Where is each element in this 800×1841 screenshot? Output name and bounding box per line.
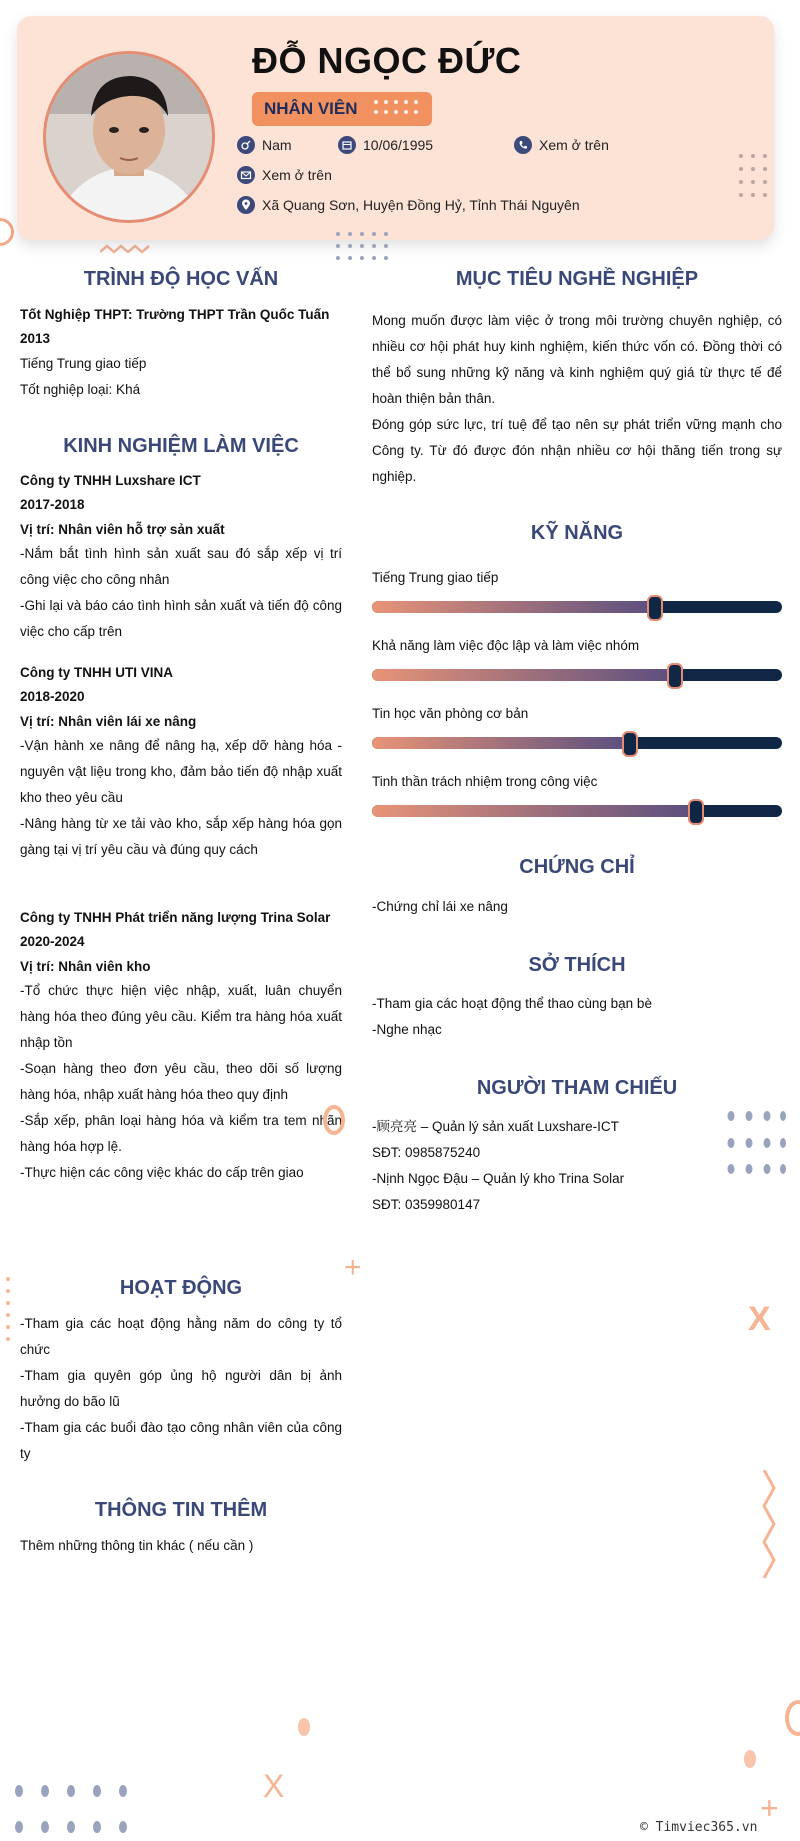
header-dots-decor [737, 152, 767, 212]
skill-level-marker [647, 595, 663, 621]
certificates-title: CHỨNG CHỈ [519, 856, 635, 878]
decor-orange-ring-left [0, 218, 14, 246]
calendar-icon [338, 136, 356, 154]
phone-value: Xem ở trên [539, 137, 609, 153]
birthdate-row [338, 136, 433, 154]
location-icon [237, 196, 255, 214]
decor-x-bottom: X [263, 1768, 285, 1804]
job-role: Vị trí: Nhân viên hỗ trợ sản xuất [20, 522, 225, 537]
gender-row [237, 136, 292, 154]
decor-zigzag-right [760, 1470, 778, 1580]
activities-text: -Tham gia các hoạt động hằng năm do công ty tổ chức -Tham gia quyên góp ủng hộ người dân bị ảnh hưởng do bão lũ -Tham gia các buổi đào tạo công nhân viên của công ty [20, 1316, 342, 1461]
skill-bar [372, 669, 782, 681]
job-role: Vị trí: Nhân viên lái xe nâng [20, 714, 197, 729]
education-school: Tốt Nghiệp THPT: Trường THPT Trần Quốc Tuấn [20, 307, 330, 322]
job-period: 2017-2018 [20, 497, 85, 512]
objective-text: Mong muốn được làm việc ở trong môi trường chuyên nghiệp, có nhiều cơ hội phát huy kinh nghiệm, kiến thức vốn có. Đồng thời có thể bổ sung những kỹ năng và kinh nghiệm quý giá từ thực tế để hoàn thiện bản thân. Đóng góp sức lực, trí tuệ để tạo nên sự phát triển vững mạnh cho Công ty. Từ đó được đón nhận nhiều cơ hội thăng tiến trong sự nghiệp. [372, 313, 782, 484]
decor-oval-bottom [298, 1718, 310, 1736]
skill-bar [372, 601, 782, 613]
address-row [237, 196, 580, 214]
reference-2-phone: SĐT: 0359980147 [372, 1197, 481, 1212]
decor-dots-left-edge [5, 1275, 11, 1345]
reference-1: -顾亮亮 – Quản lý sản xuất Luxshare-ICT [372, 1119, 619, 1134]
decor-plus-bottom: + [760, 1790, 779, 1826]
education-line-1: Tiếng Trung giao tiếp [20, 356, 147, 371]
skill-bar-fill [372, 601, 655, 613]
experience-title: KINH NGHIỆM LÀM VIỆC [63, 435, 299, 457]
skill-bar [372, 805, 782, 817]
job-role: Vị trí: Nhân viên kho [20, 959, 151, 974]
decor-dots-right [726, 1110, 786, 1176]
hobbies-text: -Tham gia các hoạt động thể thao cùng bạn bè -Nghe nhạc [372, 996, 652, 1037]
decor-oval-right [744, 1750, 756, 1768]
position-badge [252, 92, 432, 126]
job-company: Công ty TNHH Phát triển năng lượng Trina Solar [20, 910, 331, 925]
education-year: 2013 [20, 331, 51, 346]
education-title: TRÌNH ĐỘ HỌC VẤN [83, 268, 279, 290]
decor-x-right: X [748, 1300, 771, 1338]
more-info-title: THÔNG TIN THÊM [94, 1499, 268, 1521]
references-title: NGƯỜI THAM CHIẾU [476, 1077, 678, 1099]
skill-level-marker [688, 799, 704, 825]
profile-photo [43, 51, 215, 223]
email-icon [237, 166, 255, 184]
position-label: NHÂN VIÊN [264, 99, 358, 118]
job-description: -Tổ chức thực hiện việc nhập, xuất, luân chuyển hàng hóa theo đúng yêu cầu. Kiểm tra hàng hóa xuất nhập tồn -Soạn hàng theo đơn yêu cầu, theo dõi số lượng hàng hóa, nhập xuất hàng hóa theo quy định -Sắp xếp, phân loại hàng hóa và kiểm tra tem nhãn hàng hóa hợp lệ. -Thực hiện các công việc khác do cấp trên giao [20, 983, 342, 1180]
job-company: Công ty TNHH UTI VINA [20, 665, 173, 680]
skills-title: KỸ NĂNG [530, 522, 624, 544]
candidate-name: ĐỖ NGỌC ĐỨC [252, 40, 522, 81]
email-value: Xem ở trên [262, 167, 332, 183]
header-card [17, 16, 774, 240]
job-company: Công ty TNHH Luxshare ICT [20, 473, 201, 488]
job-period: 2018-2020 [20, 689, 85, 704]
decor-orange-ring-mid [323, 1105, 345, 1135]
skill-bar [372, 737, 782, 749]
skill-label: Tiếng Trung giao tiếp [372, 570, 499, 585]
job-description: -Vận hành xe nâng để nâng hạ, xếp dỡ hàng hóa - nguyên vật liệu trong kho, đảm bảo tiến độ nhập xuất kho theo yêu cầu -Nâng hàng từ xe tải vào kho, sắp xếp hàng hóa gọn gàng tại vị trí yêu cầu và đúng quy cách [20, 738, 342, 857]
reference-1-phone: SĐT: 0985875240 [372, 1145, 481, 1160]
job-period: 2020-2024 [20, 934, 85, 949]
watermark: © Timviec365.vn [640, 1820, 758, 1835]
phone-row [514, 136, 609, 154]
skill-level-marker [667, 663, 683, 689]
objective-title: MỤC TIÊU NGHỀ NGHIỆP [455, 268, 699, 290]
birthdate-value: 10/06/1995 [363, 137, 434, 153]
skill-level-marker [622, 731, 638, 757]
reference-2: -Nịnh Ngọc Đậu – Quản lý kho Trina Solar [372, 1171, 625, 1186]
badge-dots-decor [372, 98, 427, 120]
skill-bar-fill [372, 669, 675, 681]
more-info-text: Thêm những thông tin khác ( nếu cần ) [20, 1538, 254, 1553]
skill-label: Tin học văn phòng cơ bản [372, 706, 529, 721]
phone-icon [514, 136, 532, 154]
decor-dots-bottom-left [12, 1782, 132, 1838]
decor-ring-right-bottom [785, 1700, 800, 1736]
skill-label: Tinh thần trách nhiệm trong công việc [372, 774, 598, 789]
address-value: Xã Quang Sơn, Huyện Đồng Hỷ, Tỉnh Thái Nguyên [262, 197, 580, 213]
gender-value: Nam [262, 137, 292, 153]
decor-plus-mid: + [344, 1251, 362, 1284]
decor-zigzag-top [100, 244, 155, 256]
job-description: -Nắm bắt tình hình sản xuất sau đó sắp xếp vị trí công việc cho công nhân -Ghi lại và báo cáo tình hình sản xuất và tiến độ công việc cho cấp trên [20, 546, 342, 639]
skill-bar-fill [372, 805, 696, 817]
email-row [237, 166, 332, 184]
education-line-2: Tốt nghiệp loại: Khá [20, 382, 141, 397]
gender-icon [237, 136, 255, 154]
decor-dots-center [335, 231, 395, 263]
certificates-text: -Chứng chỉ lái xe nâng [372, 899, 508, 914]
activities-title: HOẠT ĐỘNG [119, 1277, 243, 1299]
hobbies-title: SỞ THÍCH [528, 954, 626, 976]
skill-label: Khả năng làm việc độc lập và làm việc nhóm [372, 638, 640, 653]
skill-bar-fill [372, 737, 630, 749]
